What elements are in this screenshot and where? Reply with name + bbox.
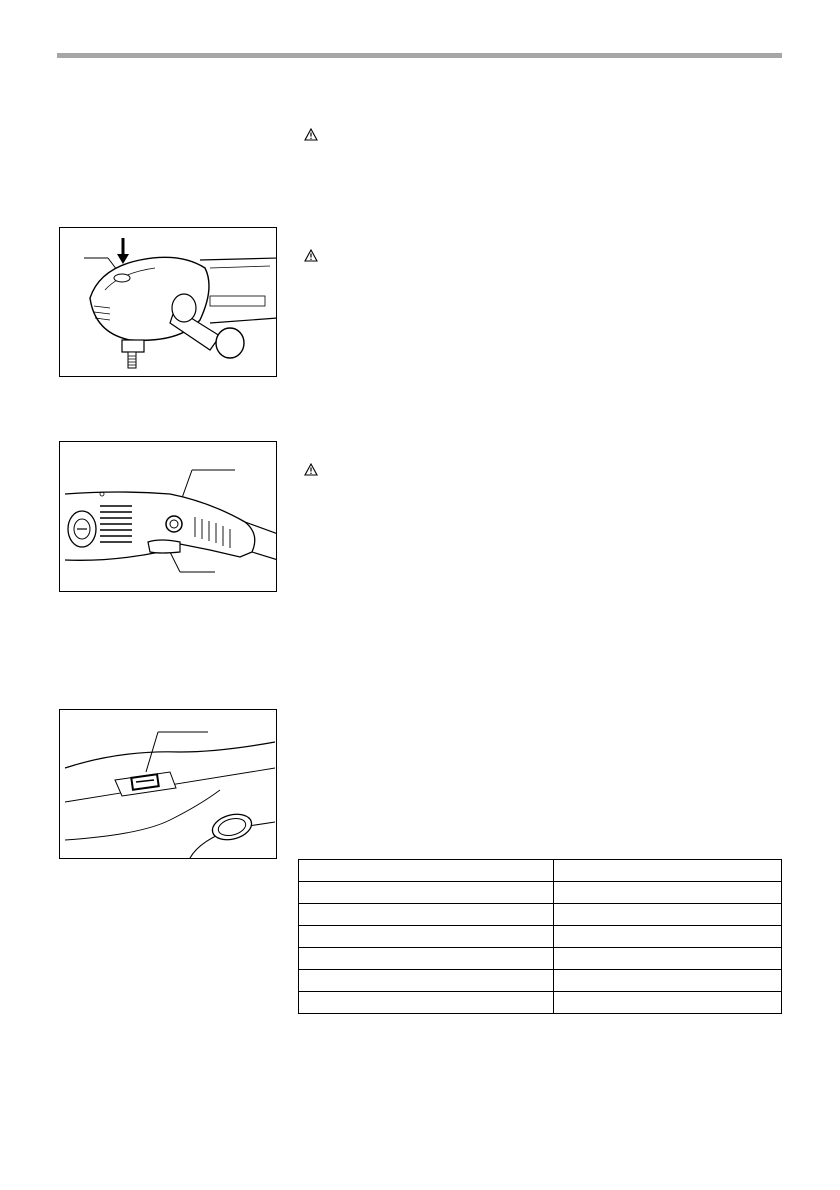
header-rule (57, 53, 782, 58)
table-cell-value (554, 904, 782, 926)
table-row (299, 948, 782, 970)
table-cell-value (554, 970, 782, 992)
table-cell-value (554, 860, 782, 882)
table-cell-label (299, 860, 554, 882)
table-cell-label (299, 992, 554, 1014)
speed-dial-figure (59, 709, 277, 859)
specification-table (298, 859, 782, 1014)
table-row (299, 860, 782, 882)
table-cell-label (299, 948, 554, 970)
table-cell-label (299, 970, 554, 992)
table-row (299, 992, 782, 1014)
grinder-body-illustration (60, 442, 277, 592)
grinder-head-illustration (60, 228, 277, 377)
table-cell-value (554, 948, 782, 970)
table-row (299, 926, 782, 948)
table-cell-label (299, 926, 554, 948)
warning-triangle-icon (304, 128, 318, 141)
grinder-side-illustration (60, 710, 277, 859)
table-row (299, 882, 782, 904)
table-cell-value (554, 882, 782, 904)
shaft-lock-figure (59, 227, 277, 377)
table-cell-label (299, 904, 554, 926)
table-row (299, 970, 782, 992)
warning-triangle-icon (304, 463, 318, 476)
switch-trigger-figure (59, 441, 277, 592)
table-cell-value (554, 926, 782, 948)
table-cell-label (299, 882, 554, 904)
table-cell-value (554, 992, 782, 1014)
warning-triangle-icon (304, 249, 318, 262)
table-row (299, 904, 782, 926)
